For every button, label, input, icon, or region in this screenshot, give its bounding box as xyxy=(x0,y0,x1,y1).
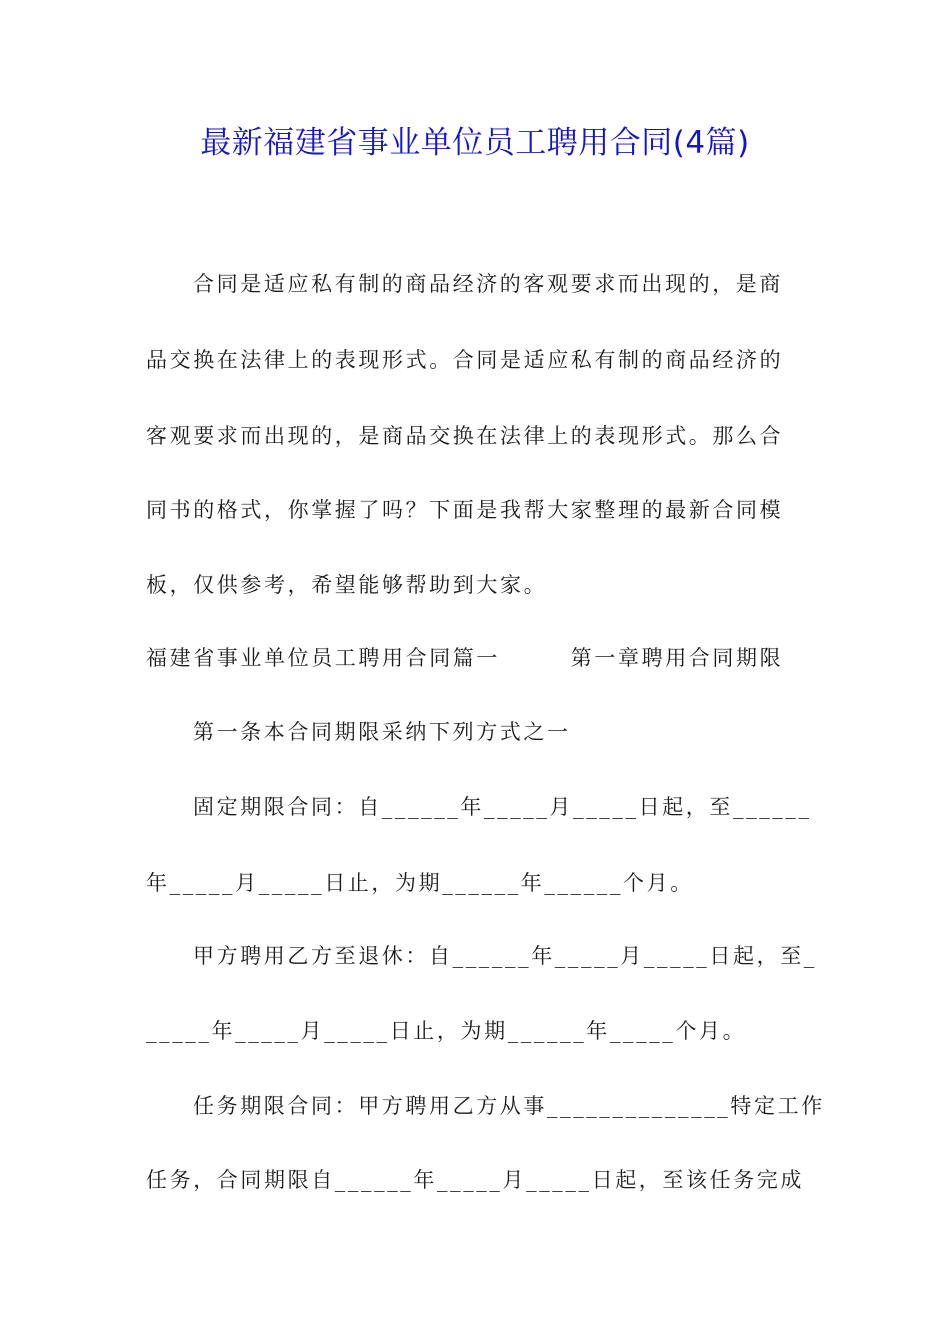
paragraph-line: 板，仅供参考，希望能够帮助到大家。 xyxy=(146,573,548,597)
paragraph-line: 甲方聘用乙方至退休：自______年_____月_____日起，至_ xyxy=(193,944,817,968)
paragraph-line: 合同是适应私有制的商品经济的客观要求而出现的，是商 xyxy=(193,272,783,296)
paragraph-line: 品交换在法律上的表现形式。合同是适应私有制的商品经济的 xyxy=(146,348,784,372)
clause-heading: 第一条本合同期限采纳下列方式之一 xyxy=(193,720,571,744)
paragraph-line: 年_____月_____日止，为期______年______个月。 xyxy=(146,871,694,895)
section-heading: 福建省事业单位员工聘用合同篇一 第一章聘用合同期限 xyxy=(146,646,784,670)
paragraph-line: _____年_____月_____日止，为期______年_____个月。 xyxy=(146,1019,747,1043)
paragraph-line: 任务期限合同：甲方聘用乙方从事______________特定工作 xyxy=(193,1094,825,1118)
paragraph-line: 固定期限合同：自______年_____月_____日起，至______ xyxy=(193,795,812,819)
document-title: 最新福建省事业单位员工聘用合同(4篇) xyxy=(200,125,750,161)
paragraph-line: 客观要求而出现的，是商品交换在法律上的表现形式。那么合 xyxy=(146,424,784,448)
paragraph-line: 同书的格式，你掌握了吗？下面是我帮大家整理的最新合同模 xyxy=(146,498,784,522)
paragraph-line: 任务，合同期限自______年_____月_____日起，至该任务完成 xyxy=(146,1168,804,1192)
